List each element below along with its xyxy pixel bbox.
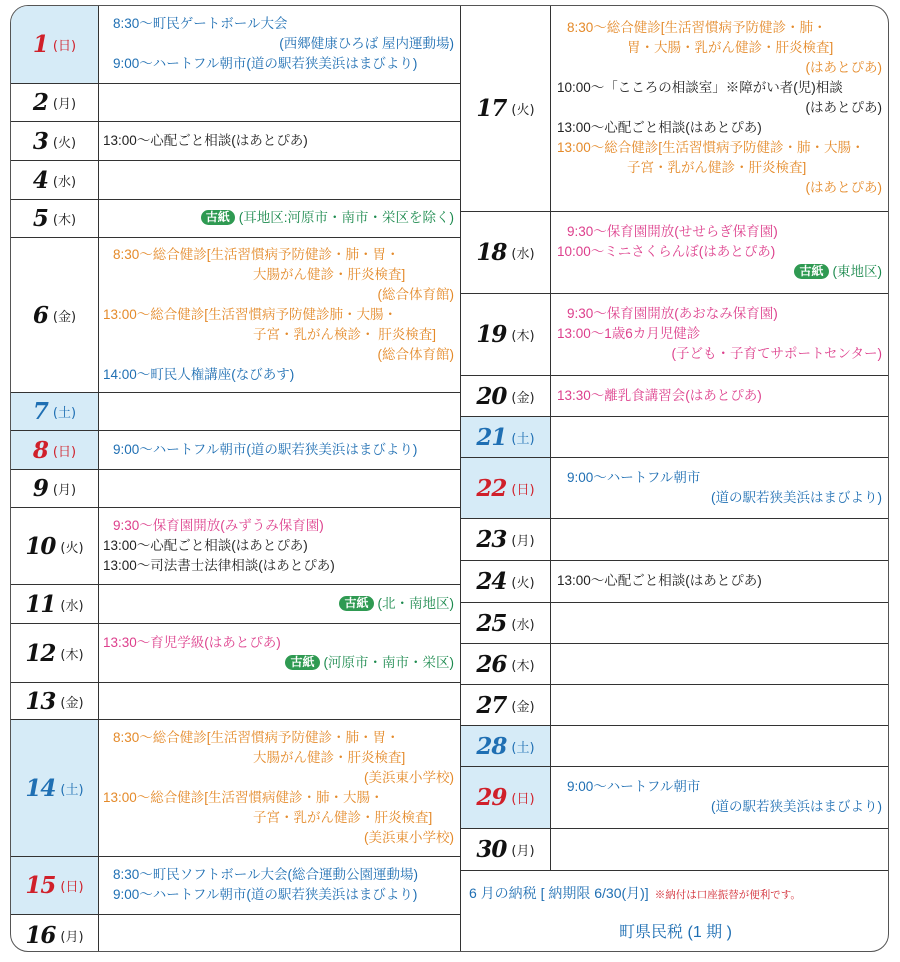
day-row-15 — [11, 857, 460, 915]
tax-item: 町県民税 (1 期 ) — [619, 924, 732, 941]
day-number: 23 — [476, 526, 507, 553]
day-number: 29 — [476, 784, 507, 811]
event-line — [103, 131, 454, 151]
event-line — [103, 865, 454, 885]
event-text: (道の駅若狭美浜はまびより) — [711, 490, 882, 505]
date-cell — [11, 6, 99, 83]
date-cell — [11, 200, 99, 237]
event-list — [103, 633, 454, 673]
event-line — [557, 468, 882, 488]
event-list — [103, 440, 454, 460]
event-line — [103, 265, 454, 285]
day-of-week: (火) — [60, 540, 84, 556]
date-cell — [11, 624, 99, 682]
event-text: 9:00～ハートフル朝市 — [567, 470, 701, 485]
event-text: 13:00～司法書士法律相談(はあとぴあ) — [103, 558, 335, 573]
event-line — [103, 748, 454, 768]
day-number: 6 — [32, 301, 48, 329]
date-cell — [11, 161, 99, 199]
day-of-week: (木) — [511, 329, 535, 344]
day-number: 16 — [25, 921, 56, 949]
event-text: 胃・大腸・乳がん健診・肝炎検査] — [627, 40, 834, 55]
date-cell — [461, 6, 551, 211]
event-text: (耳地区:河原市・南市・栄区を除く) — [238, 210, 454, 225]
date-cell — [11, 857, 99, 914]
event-line — [103, 365, 454, 385]
day-of-week: (水) — [511, 247, 535, 262]
date-cell — [461, 212, 551, 293]
event-text: (河原市・南市・栄区) — [323, 655, 454, 670]
event-line — [103, 305, 454, 325]
date-cell — [11, 508, 99, 584]
day-row-20 — [461, 376, 889, 417]
event-text: 13:00～心配ごと相談(はあとぴあ) — [557, 120, 762, 135]
day-row-4 — [11, 161, 460, 200]
event-list — [103, 516, 454, 576]
day-of-week: (土) — [511, 431, 535, 447]
date-cell — [11, 585, 99, 623]
date-cell — [461, 726, 551, 766]
event-list — [557, 386, 882, 406]
day-of-week: (月) — [52, 97, 77, 112]
paper-recycling-badge: 古紙 — [339, 596, 373, 611]
day-row-2 — [11, 84, 460, 122]
event-text: 13:30～離乳食講習会(はあとぴあ) — [557, 388, 762, 403]
date-cell — [461, 685, 551, 725]
event-text: (美浜東小学校) — [364, 770, 454, 785]
day-row-27 — [461, 685, 889, 726]
day-of-week: (木) — [52, 213, 77, 228]
day-number: 9 — [32, 475, 48, 502]
day-row-7 — [11, 393, 460, 431]
day-row-6 — [11, 238, 460, 393]
day-of-week: (日) — [511, 792, 535, 807]
day-row-23 — [461, 519, 889, 561]
paper-collection-event — [103, 653, 454, 673]
event-text: (北・南地区) — [377, 596, 454, 611]
event-list — [557, 468, 882, 508]
event-text: (道の駅若狭美浜はまびより) — [711, 799, 882, 814]
event-line — [103, 788, 454, 808]
event-line — [557, 38, 882, 58]
event-text: 子宮・乳がん健診・肝炎検査] — [253, 810, 433, 825]
event-text: 9:00～ハートフル朝市(道の駅若狭美浜はまびより) — [113, 56, 418, 71]
day-number: 7 — [32, 398, 48, 425]
event-line — [103, 633, 454, 653]
event-text: 子宮・乳がん検診・ 肝炎検査] — [253, 327, 437, 342]
date-cell — [11, 470, 99, 507]
day-of-week: (土) — [60, 782, 84, 798]
event-list — [557, 777, 882, 817]
day-of-week: (金) — [511, 699, 535, 715]
event-line — [103, 345, 454, 365]
day-row-13 — [11, 683, 460, 720]
event-line — [557, 242, 882, 262]
day-row-9 — [11, 470, 460, 508]
day-number: 25 — [476, 609, 507, 637]
date-cell — [461, 417, 551, 457]
date-cell — [461, 561, 551, 602]
event-line — [103, 325, 454, 345]
day-number: 4 — [32, 166, 48, 194]
event-text: 10:00～「こころの相談室」※障がい者(児)相談 — [557, 80, 843, 95]
event-text: (はあとぴあ) — [805, 60, 882, 75]
day-number: 30 — [476, 836, 507, 863]
day-row-12 — [11, 624, 460, 683]
event-text: 8:30～町民ゲートボール大会 — [113, 16, 288, 31]
day-number: 8 — [32, 436, 48, 464]
event-line — [557, 344, 882, 364]
day-number: 15 — [25, 872, 56, 899]
day-row-8 — [11, 431, 460, 470]
tax-note: ※納付は口座振替が便利です。 — [654, 889, 801, 901]
day-of-week: (日) — [52, 39, 77, 54]
event-text: 13:00～総合健診[生活習慣病予防健診肺・大腸・ — [103, 307, 398, 322]
event-text: 大腸がん健診・肝炎検査] — [253, 267, 406, 282]
day-row-3 — [11, 122, 460, 161]
day-of-week: (火) — [511, 576, 535, 591]
event-line — [103, 245, 454, 265]
event-text: 8:30～総合健診[生活習慣病予防健診・肺・胃・ — [113, 730, 400, 745]
day-of-week: (金) — [52, 309, 77, 325]
event-list — [103, 728, 454, 848]
day-of-week: (月) — [60, 929, 84, 945]
day-row-26 — [461, 644, 889, 685]
day-of-week: (金) — [511, 390, 535, 406]
day-row-14 — [11, 720, 460, 857]
paper-recycling-badge: 古紙 — [285, 655, 319, 670]
event-line — [557, 386, 882, 406]
day-number: 24 — [476, 568, 507, 595]
day-of-week: (火) — [52, 135, 77, 151]
event-text: 13:30～育児学級(はあとぴあ) — [103, 635, 281, 650]
event-line — [557, 304, 882, 324]
event-text: 9:00～ハートフル朝市 — [567, 779, 701, 794]
event-list — [557, 222, 882, 282]
date-cell — [461, 376, 551, 416]
event-list — [103, 208, 454, 228]
day-number: 26 — [476, 650, 507, 678]
event-text: (はあとぴあ) — [805, 180, 882, 195]
event-line — [103, 34, 454, 54]
day-number: 19 — [476, 321, 507, 348]
event-line — [557, 138, 882, 158]
paper-collection-event — [103, 208, 454, 228]
event-text: (西郷健康ひろば 屋内運動場) — [279, 36, 454, 51]
day-number: 14 — [25, 774, 56, 802]
day-number: 1 — [32, 31, 48, 58]
day-row-29 — [461, 767, 889, 829]
tax-title-text: 6 月の納税 [ 納期限 6/30(月)] — [469, 885, 649, 901]
event-text: 大腸がん健診・肝炎検査] — [253, 750, 406, 765]
event-text: 13:00～総合健診[生活習慣病予防健診・肺・大腸・ — [557, 140, 865, 155]
event-line — [557, 58, 882, 78]
date-cell — [11, 431, 99, 469]
day-of-week: (土) — [511, 740, 535, 756]
day-number: 28 — [476, 732, 507, 760]
paper-recycling-badge: 古紙 — [794, 264, 828, 279]
event-line — [103, 828, 454, 848]
event-text: (はあとぴあ) — [805, 100, 882, 115]
day-row-21 — [461, 417, 889, 458]
event-text: (子ども・子育てサポートセンター) — [671, 346, 882, 361]
event-text: 9:30～保育園開放(みずうみ保育園) — [113, 518, 324, 533]
day-of-week: (水) — [60, 598, 84, 614]
event-text: 8:30～町民ソフトボール大会(総合運動公園運動場) — [113, 867, 418, 882]
day-row-17 — [461, 6, 889, 212]
event-line — [557, 488, 882, 508]
event-line — [103, 556, 454, 576]
event-line — [557, 178, 882, 198]
day-number: 22 — [476, 474, 507, 502]
date-cell — [461, 603, 551, 643]
event-text: 13:00～心配ごと相談(はあとぴあ) — [557, 573, 762, 588]
event-line — [557, 78, 882, 98]
day-row-18 — [461, 212, 889, 294]
day-number: 3 — [32, 127, 48, 155]
date-cell — [461, 519, 551, 560]
day-of-week: (水) — [52, 174, 77, 190]
event-text: 9:00～ハートフル朝市(道の駅若狭美浜はまびより) — [113, 442, 418, 457]
day-of-week: (金) — [60, 695, 84, 711]
day-number: 20 — [476, 382, 507, 410]
event-line — [557, 158, 882, 178]
day-of-week: (日) — [60, 880, 84, 895]
paper-recycling-badge: 古紙 — [201, 210, 235, 225]
day-of-week: (土) — [52, 406, 77, 421]
event-line — [103, 285, 454, 305]
event-line — [557, 777, 882, 797]
day-of-week: (水) — [511, 617, 535, 633]
date-cell — [461, 458, 551, 518]
event-list — [557, 571, 882, 591]
day-number: 27 — [476, 691, 507, 719]
event-list — [103, 245, 454, 385]
date-cell — [11, 915, 99, 952]
date-cell — [11, 238, 99, 392]
calendar-right-column — [460, 6, 889, 951]
date-cell — [11, 720, 99, 856]
day-of-week: (日) — [511, 482, 535, 498]
calendar-frame — [10, 5, 889, 952]
day-number: 5 — [32, 205, 48, 232]
event-line — [557, 118, 882, 138]
event-line — [103, 516, 454, 536]
day-of-week: (月) — [52, 483, 77, 498]
event-list — [557, 304, 882, 364]
day-of-week: (日) — [52, 444, 77, 460]
day-number: 2 — [32, 89, 48, 116]
date-cell — [461, 767, 551, 828]
date-cell — [461, 294, 551, 375]
event-line — [557, 324, 882, 344]
day-row-25 — [461, 603, 889, 644]
paper-collection-event — [103, 594, 454, 614]
event-text: 8:30～総合健診[生活習慣病予防健診・肺・胃・ — [113, 247, 400, 262]
event-line — [103, 808, 454, 828]
event-line — [103, 768, 454, 788]
event-line — [557, 797, 882, 817]
event-text: 子宮・乳がん健診・肝炎検査] — [627, 160, 807, 175]
day-of-week: (月) — [511, 844, 535, 859]
event-line — [103, 440, 454, 460]
event-line — [103, 14, 454, 34]
event-text: 9:00～ハートフル朝市(道の駅若狭美浜はまびより) — [113, 887, 418, 902]
event-text: 8:30～総合健診[生活習慣病予防健診・肺・ — [567, 20, 827, 35]
event-line — [103, 536, 454, 556]
day-of-week: (月) — [511, 534, 535, 549]
day-number: 18 — [476, 239, 507, 266]
day-number: 13 — [25, 687, 56, 715]
day-number: 11 — [25, 590, 56, 618]
event-text: 9:30～保育園開放(せせらぎ保育園) — [567, 224, 778, 239]
date-cell — [461, 829, 551, 870]
day-row-22 — [461, 458, 889, 519]
event-text: 9:30～保育園開放(あおなみ保育園) — [567, 306, 778, 321]
event-line — [557, 98, 882, 118]
day-row-5 — [11, 200, 460, 238]
event-text: 13:00～心配ごと相談(はあとぴあ) — [103, 133, 308, 148]
event-text: (総合体育館) — [377, 347, 454, 362]
event-text: (東地区) — [832, 264, 882, 279]
event-text: 13:00～1歳6カ月児健診 — [557, 326, 701, 341]
tax-title — [469, 883, 884, 903]
calendar-left-column — [11, 6, 460, 952]
paper-collection-event — [557, 262, 882, 282]
day-number: 10 — [25, 532, 56, 560]
event-list — [103, 594, 454, 614]
date-cell — [461, 644, 551, 684]
day-row-1 — [11, 6, 460, 84]
day-number: 17 — [476, 95, 507, 122]
event-text: 10:00～ミニさくらんぼ(はあとぴあ) — [557, 244, 776, 259]
day-row-10 — [11, 508, 460, 585]
event-list — [557, 18, 882, 198]
event-line — [557, 571, 882, 591]
day-of-week: (木) — [60, 647, 84, 663]
date-cell — [11, 683, 99, 719]
day-row-19 — [461, 294, 889, 376]
event-line — [557, 222, 882, 242]
event-line — [103, 728, 454, 748]
day-row-11 — [11, 585, 460, 624]
event-line — [103, 54, 454, 74]
event-text: (総合体育館) — [377, 287, 454, 302]
tax-notice — [461, 869, 889, 951]
event-line — [103, 885, 454, 905]
day-row-30 — [461, 829, 889, 871]
event-text: 13:00～心配ごと相談(はあとぴあ) — [103, 538, 308, 553]
day-row-24 — [461, 561, 889, 603]
event-text: 13:00～総合健診[生活習慣病健診・肺・大腸・ — [103, 790, 384, 805]
day-of-week: (火) — [511, 103, 535, 118]
event-text: (美浜東小学校) — [364, 830, 454, 845]
day-row-16 — [11, 915, 460, 952]
day-number: 12 — [25, 639, 56, 667]
date-cell — [11, 84, 99, 121]
event-line — [557, 18, 882, 38]
event-list — [103, 131, 454, 151]
day-of-week: (木) — [511, 658, 535, 674]
day-row-28 — [461, 726, 889, 767]
event-list — [103, 14, 454, 74]
event-text: 14:00～町民人権講座(なびあす) — [103, 367, 295, 382]
date-cell — [11, 122, 99, 160]
date-cell — [11, 393, 99, 430]
day-number: 21 — [476, 423, 507, 451]
event-list — [103, 865, 454, 905]
